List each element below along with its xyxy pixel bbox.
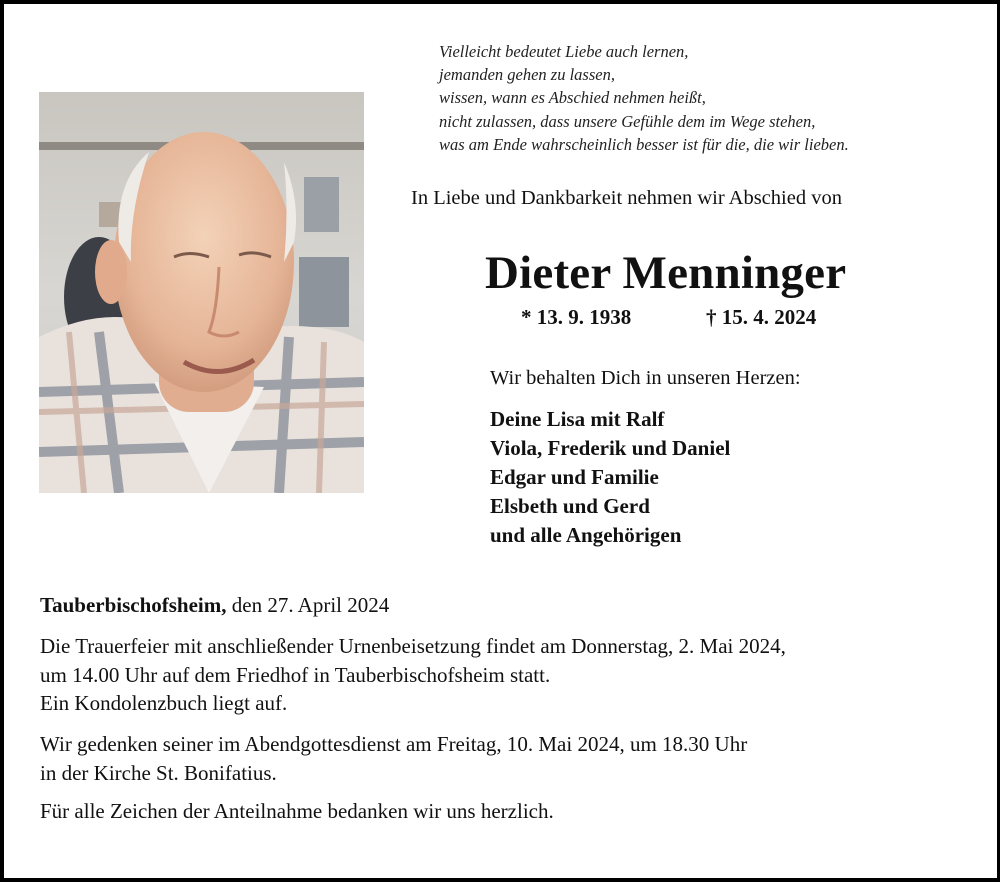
family-member: Deine Lisa mit Ralf bbox=[490, 407, 665, 431]
family-member: Elsbeth und Gerd bbox=[490, 494, 650, 518]
funeral-line: um 14.00 Uhr auf dem Friedhof in Tauberbischofsheim statt. bbox=[40, 662, 551, 687]
funeral-line: Die Trauerfeier mit anschließender Urnenbeisetzung findet am Donnerstag, 2. Mai 2024, bbox=[40, 634, 786, 658]
service-line: in der Kirche St. Bonifatius. bbox=[40, 760, 277, 785]
portrait-photo bbox=[39, 92, 364, 493]
keep-line: Wir behalten Dich in unseren Herzen: bbox=[490, 367, 801, 389]
service-line: Wir gedenken seiner im Abendgottesdienst am Freitag, 10. Mai 2024, um 18.30 Uhr bbox=[40, 732, 748, 756]
poem-line: jemanden gehen zu lassen, bbox=[439, 65, 615, 85]
family-member: und alle Angehörigen bbox=[490, 523, 682, 547]
place-date-line bbox=[40, 591, 389, 620]
thanks-line: Für alle Zeichen der Anteilnahme bedanken wir uns herzlich. bbox=[40, 799, 554, 823]
family-member: Edgar und Familie bbox=[490, 465, 659, 489]
service-info bbox=[40, 730, 747, 787]
funeral-line: Ein Kondolenzbuch liegt auf. bbox=[40, 691, 288, 715]
family-member: Viola, Frederik und Daniel bbox=[490, 436, 731, 460]
intro-line: In Liebe und Dankbarkeit nehmen wir Abschied von bbox=[411, 187, 842, 209]
date: den 27. April 2024 bbox=[226, 593, 390, 617]
funeral-info bbox=[40, 632, 786, 718]
deceased-name: Dieter Menninger bbox=[485, 247, 847, 299]
place: Tauberbischofsheim, bbox=[40, 593, 227, 617]
poem bbox=[439, 40, 849, 156]
birth-date: * 13. 9. 1938 bbox=[521, 305, 632, 329]
death-date: † 15. 4. 2024 bbox=[706, 305, 817, 329]
poem-line: was am Ende wahrscheinlich besser ist für die, die wir lieben. bbox=[439, 134, 849, 154]
family-list bbox=[490, 405, 730, 550]
poem-line: Vielleicht bedeutet Liebe auch lernen, bbox=[439, 42, 689, 61]
poem-line: wissen, wann es Abschied nehmen heißt, bbox=[439, 88, 706, 108]
poem-line: nicht zulassen, dass unsere Gefühle dem im Wege stehen, bbox=[439, 111, 816, 131]
